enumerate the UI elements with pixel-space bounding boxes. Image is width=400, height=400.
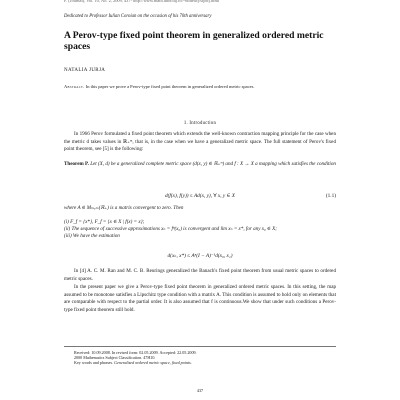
keywords-label: Key words and phrases. [74, 360, 114, 366]
intro-paragraph-text: In 1966 Perov formulated a fixed point theorem which extends the well-known contraction mapping principle for the case when the metric d takes values in ℝ₊ᵐ, that is, in the case when we have a generalized metric space. The full statement of Perov's fixed point theorem, see [5] is the following: [64, 131, 336, 153]
matrix-condition: where A ∈ Mₘₓₘ(ℝ₊) is a matrix convergent to zero. Then [64, 205, 184, 211]
equation-1-body: d(f(x), f(y)) ≤ Ad(x, y), ∀ x, y ∈ X [164, 193, 236, 199]
page-number: 437 [196, 388, 204, 393]
footnote-msc: 2000 Mathematics Subject Classification. 47H10. [74, 355, 156, 361]
equation-1-number: (1.1) [325, 193, 336, 199]
abstract-text: In this paper we prove a Perov-type fixed point theorem in generalized ordered metric spaces. [85, 84, 255, 89]
paragraph-2 [64, 268, 336, 283]
footnote-keywords [64, 360, 336, 365]
theorem-statement [64, 161, 336, 169]
footnote [64, 346, 336, 366]
equation-1 [64, 192, 336, 200]
footnote-received: Received: 10.09.2008. In revised form: 02.05.2009. Accepted: 22.05.2009. [74, 350, 197, 355]
author-name: NATALIA JURJA [64, 68, 106, 73]
paper-title: A Perov-type fixed point theorem in generalized ordered metric spaces [64, 30, 324, 52]
condition-iii: (iii) We have the estimation [64, 232, 120, 239]
abstract-label: Abstract. [64, 84, 85, 89]
keywords-text: Generalized ordered metric space, fixed points. [114, 360, 192, 366]
running-head: F. (Journal), Vol. 10, No. 2, 2009, 437- http://www.math.ubbcluj.ro/~nodeacj/sfptcj.html [64, 0, 220, 3]
theorem-conditions [64, 219, 336, 239]
condition-i: (i) F_f = {x*}, F_f = {x ∈ X | f(x) = x}; [64, 219, 145, 225]
paragraph-3 [64, 284, 336, 314]
paragraph-3-text: In the present paper we give a Perov-type fixed point theorem in generalized ordered metric spaces. In this setting, the map assumed to be monotone satisfies a Lipschitz type condition with a matrix A. This condition is assumed to hold only on elements that are comparable with respect to the partial order. It is also assumed that f is continuous.We show that under such conditions a Perov-type fixed point theorem still hold. [64, 284, 336, 313]
dedication: Dedicated to Professor Iulian Coroian on the occasion of his 70th anniversary [64, 14, 212, 19]
theorem-label: Theorem P. [64, 161, 89, 167]
abstract [64, 84, 336, 91]
condition-ii: (ii) The sequence of successive approximations xₙ = fⁿ(x₀) is convergent and lim xₙ = x*, for any x₀ ∈ X; [64, 225, 277, 232]
intro-paragraph [64, 131, 336, 154]
theorem-text: Let (X, d) be a generalized complete metric space (d(x, y) ∈ ℝ₊ᵐ) and f : X → X a mapping which satisfies the condition [90, 161, 336, 167]
paragraph-2-text: In [4] A. C. M. Ran and M. C. B. Reurings generalized the Banach's fixed point theorem from usual metric spaces to ordered metric spaces. [64, 268, 336, 282]
estimation-equation: d(xₙ, x*) ≤ Aⁿ(I − A)⁻¹d(x₀, x₁) [167, 253, 233, 259]
section-heading: 1. Introduction [183, 121, 217, 126]
